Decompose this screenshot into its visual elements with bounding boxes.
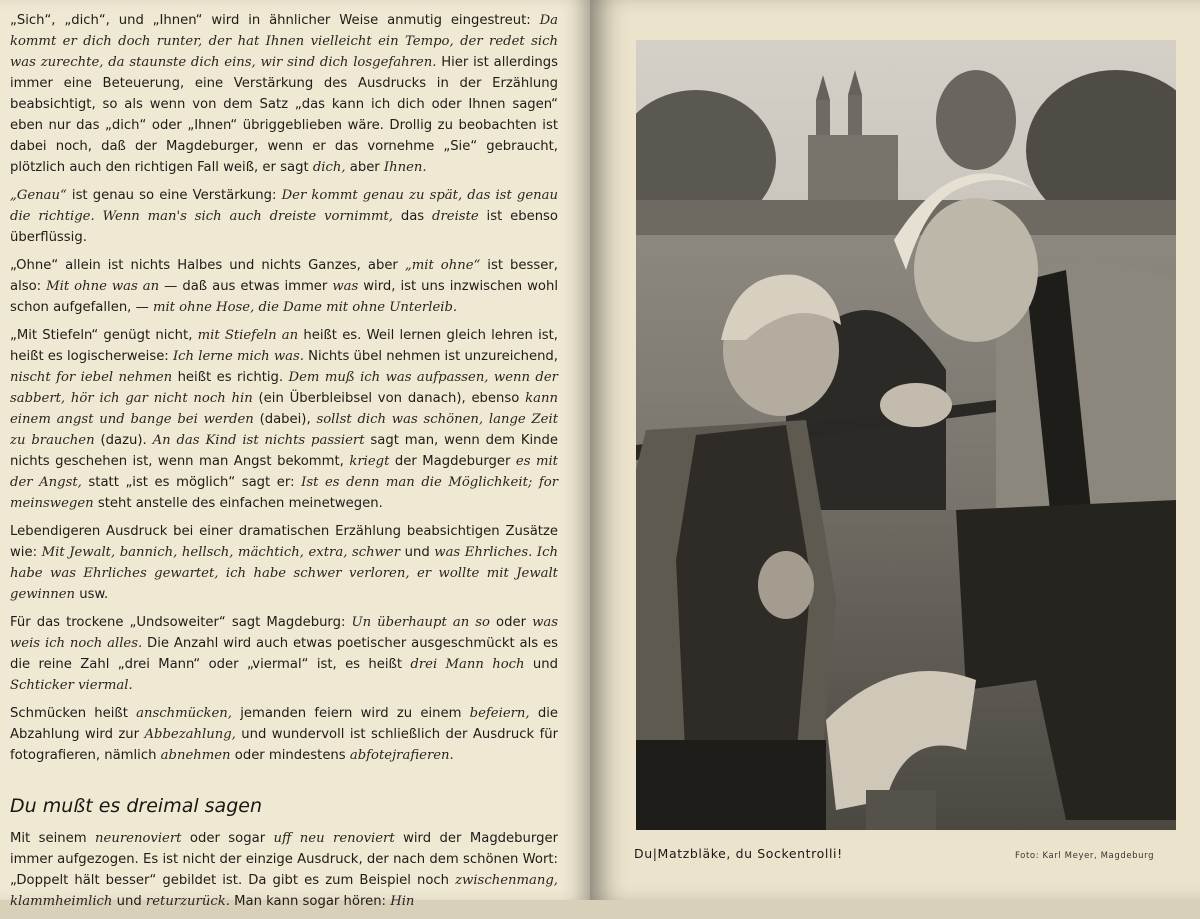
text-run: statt „ist es möglich“ sagt er: — [81, 475, 302, 490]
text-run: Nichts übel nehmen ist unzureichend, — [303, 349, 558, 364]
text-run: oder sogar — [181, 831, 274, 846]
italic-phrase: Mit Jewalt, bannich, hellsch, mächtich, extra, schwer — [41, 545, 401, 560]
italic-phrase: Mit ohne was an — [46, 279, 160, 294]
text-run: heißt es richtig. — [172, 370, 289, 385]
italic-phrase: Dem muß ich was aufpassen, wenn der sabbert, hör ich gar nicht noch hin — [10, 370, 558, 406]
italic-phrase: Hin — [390, 894, 415, 909]
paragraph — [10, 828, 558, 912]
text-run: „Mit Stiefeln“ genügt nicht, — [10, 328, 198, 343]
text-run: heißt es. Weil lernen gleich lehren ist, heißt es logischerweise: — [10, 328, 558, 364]
italic-phrase: Ist es denn man die Möglichkeit; for meinswegen — [10, 475, 559, 511]
text-run: Die Anzahl wird auch etwas poetischer ausgeschmückt als es die reine Zahl „drei Mann“ oder „viermal“ ist, es heißt — [10, 636, 558, 672]
text-run: ist ebenso überflüssig. — [10, 209, 558, 245]
italic-phrase: zwischenmang, klammheimlich — [10, 873, 558, 909]
italic-phrase: kann einem angst und bange bei werden — [10, 391, 558, 427]
italic-phrase: Ich lerne mich was. — [172, 349, 304, 364]
text-run: Man kann sogar hören: — [229, 894, 391, 909]
paragraph — [10, 703, 558, 766]
text-run: usw. — [75, 587, 109, 602]
photo-credit: Foto: Karl Meyer, Magdeburg — [1015, 851, 1155, 861]
italic-phrase: Ihnen. — [383, 160, 427, 175]
text-run: jemanden feiern wird zu einem — [232, 706, 470, 721]
text-run: oder mindestens — [230, 748, 350, 763]
text-run: wird der Magdeburger immer aufgezogen. Es ist nicht der einzige Ausdruck, der nach dem schönen Wort: „Doppelt hält besser“ gebildet ist. Da gibt es zum Beispiel noch — [10, 831, 558, 888]
italic-phrase: abnehmen — [160, 748, 231, 763]
italic-phrase: Schticker viermal. — [10, 678, 133, 693]
text-run: Für das trockene „Undsoweiter“ sagt Magdeburg: — [10, 615, 352, 630]
italic-phrase: Un überhaupt an so — [351, 615, 490, 630]
text-run: aber — [345, 160, 384, 175]
italic-phrase: was weis ich noch alles. — [10, 615, 558, 651]
italic-phrase: nischt for iebel nehmen — [10, 370, 173, 385]
text-run: ist besser, also: — [10, 258, 558, 294]
text-run: (dabei), — [253, 412, 317, 427]
text-run: der Magdeburger — [389, 454, 516, 469]
paragraph — [10, 325, 558, 514]
text-run: Hier ist allerdings immer eine Beteuerung, eine Verstärkung des Ausdrucks in der Erzählung beabsichtigt, so als wenn von dem Satz „das kann ich dich oder Ihnen sagen“ eben nur das „dich“ oder „Ihnen“ übriggeblieben wäre. Drollig zu beobachten ist dabei noch, daß der Magdeburger, wenn er das vornehme „Sie“ gebraucht, plötzlich auch den richtigen Fall weiß, er sagt — [10, 55, 558, 175]
text-run: und wundervoll ist schließlich der Ausdruck für fotografieren, nämlich — [10, 727, 559, 763]
text-run: die Abzahlung wird zur — [10, 706, 558, 742]
italic-phrase: was — [332, 279, 359, 294]
italic-phrase: kriegt — [349, 454, 390, 469]
text-run: Lebendigeren Ausdruck bei einer dramatischen Erzählung beabsichtigen Zusätze wie: — [10, 524, 558, 560]
italic-phrase: es mit der Angst, — [10, 454, 558, 490]
photograph — [636, 40, 1176, 830]
italic-phrase: An das Kind ist nichts passiert — [152, 433, 365, 448]
text-run: ist genau so eine Verstärkung: — [66, 188, 282, 203]
text-run: (dazu). — [94, 433, 153, 448]
left-page — [0, 0, 590, 909]
text-run: sagt man, wenn dem Kinde nichts geschehen ist, wenn man Angst bekommt, — [10, 433, 558, 469]
italic-phrase: mit ohne Hose, die Dame mit ohne Unterleib. — [152, 300, 458, 315]
italic-phrase: drei Mann hoch — [410, 657, 525, 672]
section-heading: Du mußt es dreimal sagen — [10, 795, 262, 817]
text-run: das — [392, 209, 433, 224]
italic-phrase: was Ehrliches. Ich habe was Ehrliches gewartet, ich habe schwer verloren, er wollte mit Jewalt gewinnen — [10, 545, 558, 602]
italic-phrase: „Genau“ — [10, 188, 67, 203]
text-run: oder — [489, 615, 533, 630]
italic-phrase: neurenoviert — [95, 831, 182, 846]
italic-phrase: Abbezahlung, — [144, 727, 236, 742]
photo-caption: Du|Matzbläke, du Sockentrolli! — [634, 846, 843, 861]
text-run: „Sich“, „dich“, und „Ihnen“ wird in ähnlicher Weise anmutig eingestreut: — [10, 13, 540, 28]
italic-phrase: returzurück. — [145, 894, 230, 909]
italic-phrase: sollst dich was schönen, lange Zeit zu brauchen — [10, 412, 558, 448]
italic-phrase: mit Stiefeln an — [197, 328, 299, 343]
text-run: (ein Überbleibsel von danach), ebenso — [252, 391, 526, 406]
text-run: und — [524, 657, 558, 672]
paragraph — [10, 612, 558, 696]
text-run: und — [400, 545, 435, 560]
body-text — [10, 10, 558, 919]
italic-phrase: befeiern, — [469, 706, 530, 721]
text-run: Mit seinem — [10, 831, 96, 846]
paragraph — [10, 255, 558, 318]
paragraph — [10, 185, 558, 248]
text-run: und — [112, 894, 146, 909]
italic-phrase: uff neu renoviert — [273, 831, 395, 846]
text-run: „Ohne“ allein ist nichts Halbes und nichts Ganzes, aber — [10, 258, 405, 273]
paragraph-list — [10, 10, 558, 766]
text-run: wird, ist uns inzwischen wohl schon aufgefallen, — — [10, 279, 558, 315]
italic-phrase: dich, — [312, 160, 346, 175]
paragraph — [10, 521, 558, 605]
italic-phrase: anschmücken, — [136, 706, 232, 721]
italic-phrase: Da kommt er dich doch runter, der hat Ihnen vielleicht ein Tempo, der redet sich was zurechte, da staunste dich eins, wir sind dich losgefahren. — [10, 13, 558, 70]
text-run: Schmücken heißt — [10, 706, 137, 721]
italic-phrase: dreiste — [432, 209, 479, 224]
text-run: steht anstelle des einfachen meinetwegen. — [93, 496, 383, 511]
text-run: — daß aus etwas immer — [159, 279, 333, 294]
italic-phrase: Der kommt genau zu spät, das ist genau die richtige. Wenn man's sich auch dreiste vornimmt, — [10, 188, 558, 224]
paragraph — [10, 10, 558, 178]
italic-phrase: abfotejrafieren. — [349, 748, 454, 763]
italic-phrase: „mit ohne“ — [404, 258, 481, 273]
